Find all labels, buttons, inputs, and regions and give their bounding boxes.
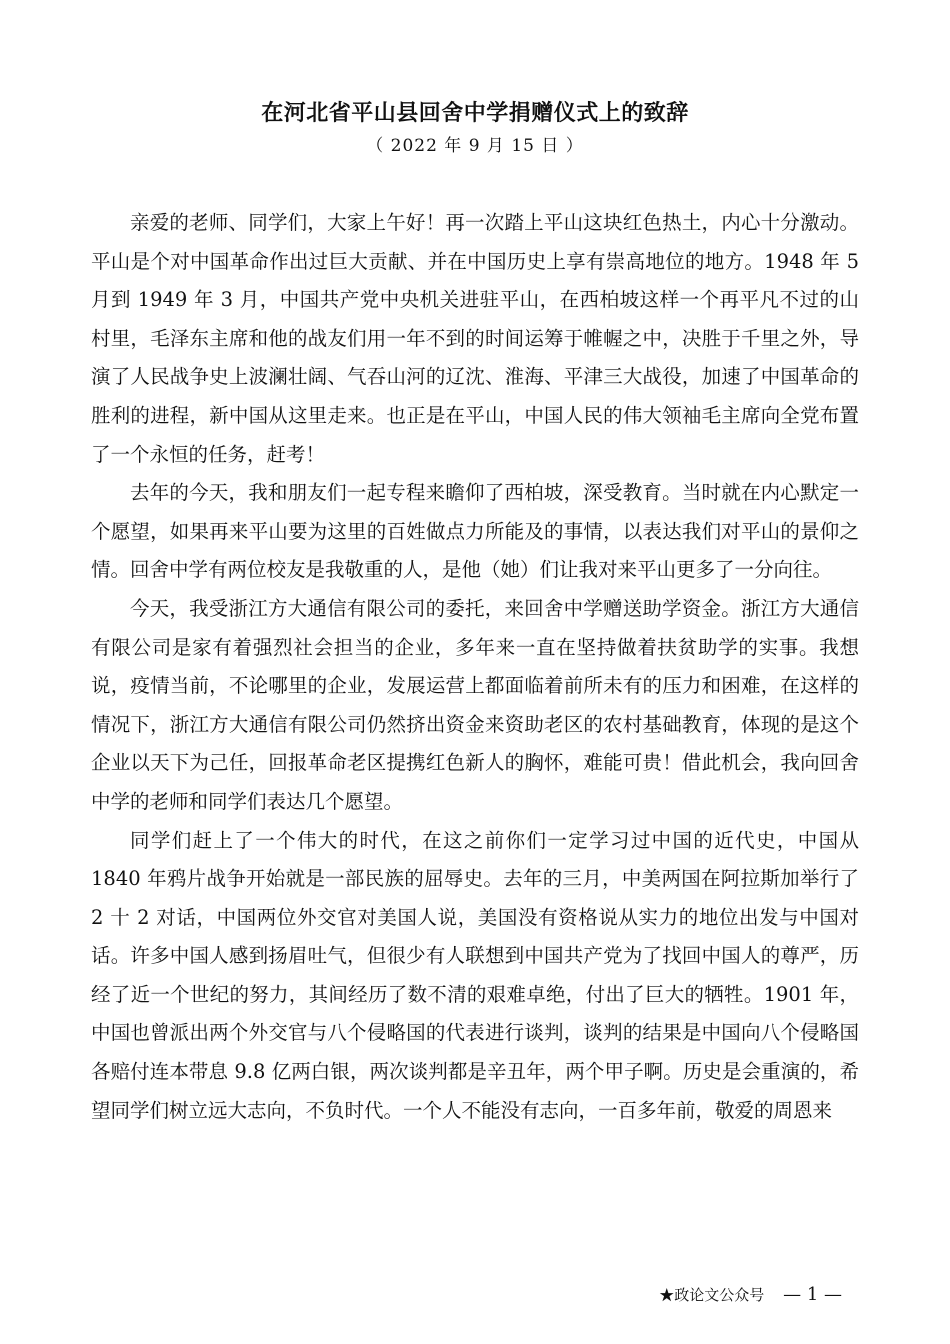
paragraph: 今天，我受浙江方大通信有限公司的委托，来回舍中学赠送助学资金。浙江方大通信有限公司是家有着强烈社会担当的企业，多年来一直在坚持做着扶贫助学的实事。我想说，疫情当前，不论哪里的企业，发展运营上都面临着前所未有的压力和困难，在这样的情况下，浙江方大通信有限公司仍然挤出资金来资助老区的农村基础教育，体现的是这个企业以天下为己任，回报革命老区提携红色新人的胸怀，难能可贵！借此机会，我向回舍中学的老师和同学们表达几个愿望。: [91, 596, 859, 813]
page-footer: [659, 1283, 842, 1307]
page-number: — 1 —: [783, 1284, 842, 1305]
footer-source: ★政论文公众号: [659, 1286, 765, 1304]
paragraph: 亲爱的老师、同学们，大家上午好！再一次踏上平山这块红色热土，内心十分激动。平山是个对中国革命作出过巨大贡献、并在中国历史上享有崇高地位的地方。1948 年 5 月到 1949 年 3 月，中国共产党中央机关进驻平山，在西柏坡这样一个再平凡不过的山村里，毛泽东主席和他的战友们用一年不到的时间运筹于帷幄之中，决胜于千里之外，导演了人民战争史上波澜壮阔、气吞山河的辽沈、淮海、平津三大战役，加速了中国革命的胜利的进程，新中国从这里走来。也正是在平山，中国人民的伟大领袖毛主席向全党布置了一个永恒的任务，赶考！: [91, 211, 859, 466]
document-date: （ 2022 年 9 月 15 日 ）: [366, 136, 584, 156]
paragraph: 去年的今天，我和朋友们一起专程来瞻仰了西柏坡，深受教育。当时就在内心默定一个愿望，如果再来平山要为这里的百姓做点力所能及的事情，以表达我们对平山的景仰之情。回舍中学有两位校友是我敬重的人，是他（她）们让我对来平山更多了一分向往。: [91, 481, 859, 582]
paragraph: 同学们赶上了一个伟大的时代，在这之前你们一定学习过中国的近代史，中国从 1840 年鸦片战争开始就是一部民族的屈辱史。去年的三月，中美两国在阿拉斯加举行了 2 十 2 对话，中国两位外交官对美国人说，美国没有资格说从实力的地位出发与中国对话。许多中国人感到扬眉吐气，但很少有人联想到中国共产党为了找回中国人的尊严，历经了近一个世纪的努力，其间经历了数不清的艰难卓绝，付出了巨大的牺牲。1901 年，中国也曾派出两个外交官与八个侵略国的代表进行谈判，谈判的结果是中国向八个侵略国各赔付连本带息 9.8 亿两白银，两次谈判都是辛丑年，两个甲子啊。历史是会重演的，希望同学们树立远大志向，不负时代。一个人不能没有志向，一百多年前，敬爱的周恩来: [91, 828, 859, 1122]
document-title: 在河北省平山县回舍中学捐赠仪式上的致辞: [261, 100, 689, 126]
document-body: [91, 204, 859, 1130]
